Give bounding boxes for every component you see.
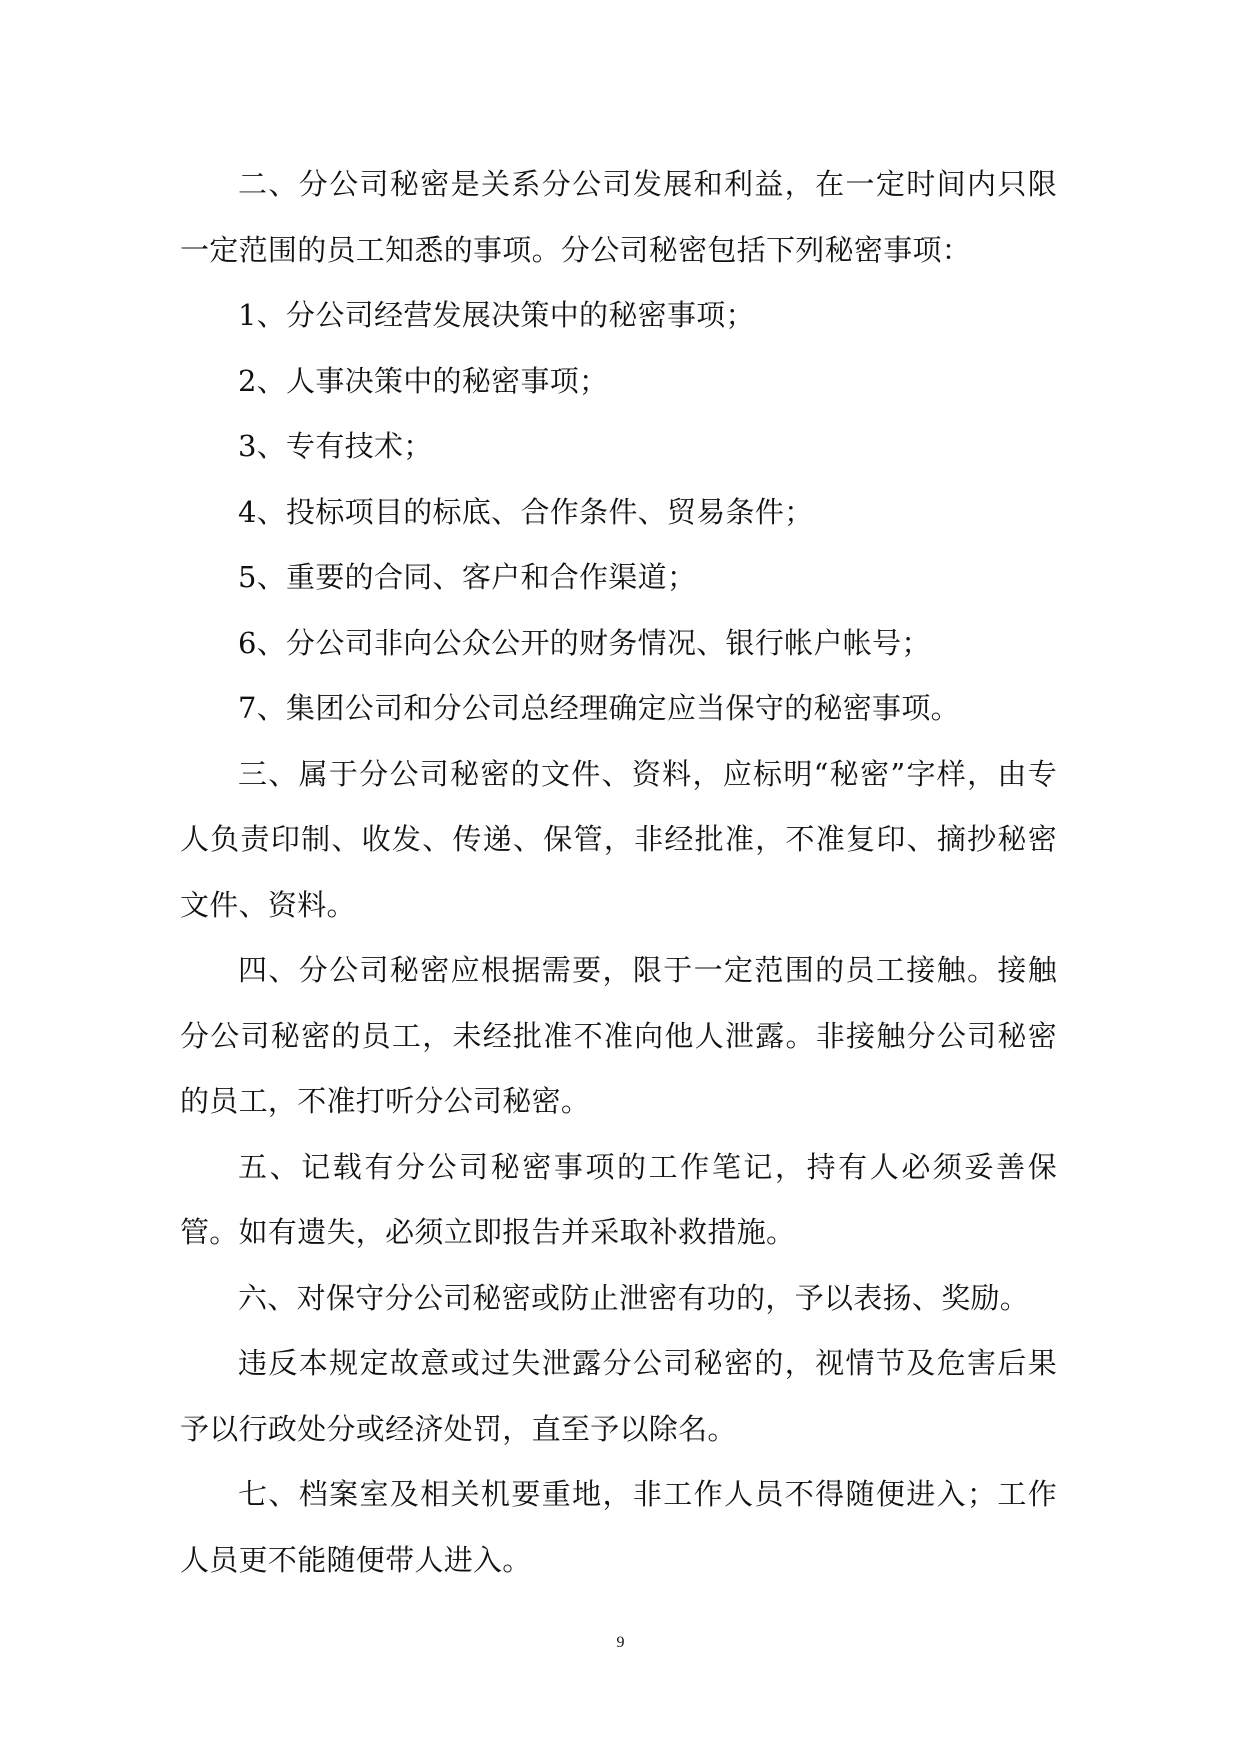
- list-item-3: 3、专有技术；: [238, 429, 433, 463]
- paragraph-section-2: 二、分公司秘密是关系分公司发展和利益，在一定时间内只限一定范围的员工知悉的事项。分公司秘密包括下列秘密事项：: [180, 167, 1057, 267]
- list-item-2: 2、人事决策中的秘密事项；: [238, 363, 609, 398]
- paragraph-section-4: 四、分公司秘密应根据需要，限于一定范围的员工接触。接触分公司秘密的员工，未经批准不准向他人泄露。非接触分公司秘密的员工，不准打听分公司秘密。: [180, 953, 1057, 1118]
- paragraph-violation: 违反本规定故意或过失泄露分公司秘密的，视情节及危害后果予以行政处分或经济处罚，直至予以除名。: [180, 1346, 1057, 1446]
- list-item-7: 7、集团公司和分公司总经理确定应当保守的秘密事项。: [238, 691, 960, 725]
- paragraph-section-3: 三、属于分公司秘密的文件、资料，应标明“秘密”字样，由专人负责印制、收发、传递、保管，非经批准，不准复印、摘抄秘密文件、资料。: [180, 756, 1057, 922]
- list-item-5: 5、重要的合同、客户和合作渠道；: [238, 560, 697, 594]
- paragraph-section-7: 七、档案室及相关机要重地，非工作人员不得随便进入；工作人员更不能随便带人进入。: [180, 1477, 1057, 1577]
- list-item-4: 4、投标项目的标底、合作条件、贸易条件；: [238, 494, 814, 529]
- list-item-6: 6、分公司非向公众公开的财务情况、银行帐户帐号；: [238, 625, 931, 660]
- paragraph-section-6: 六、对保守分公司秘密或防止泄密有功的，予以表扬、奖励。: [238, 1280, 1030, 1315]
- paragraph-section-5: 五、记载有分公司秘密事项的工作笔记，持有人必须妥善保管。如有遗失，必须立即报告并采取补救措施。: [180, 1149, 1057, 1249]
- document-body: [180, 152, 1057, 1593]
- list-item-1: 1、分公司经营发展决策中的秘密事项；: [238, 298, 755, 332]
- page-number: 9: [616, 1634, 625, 1651]
